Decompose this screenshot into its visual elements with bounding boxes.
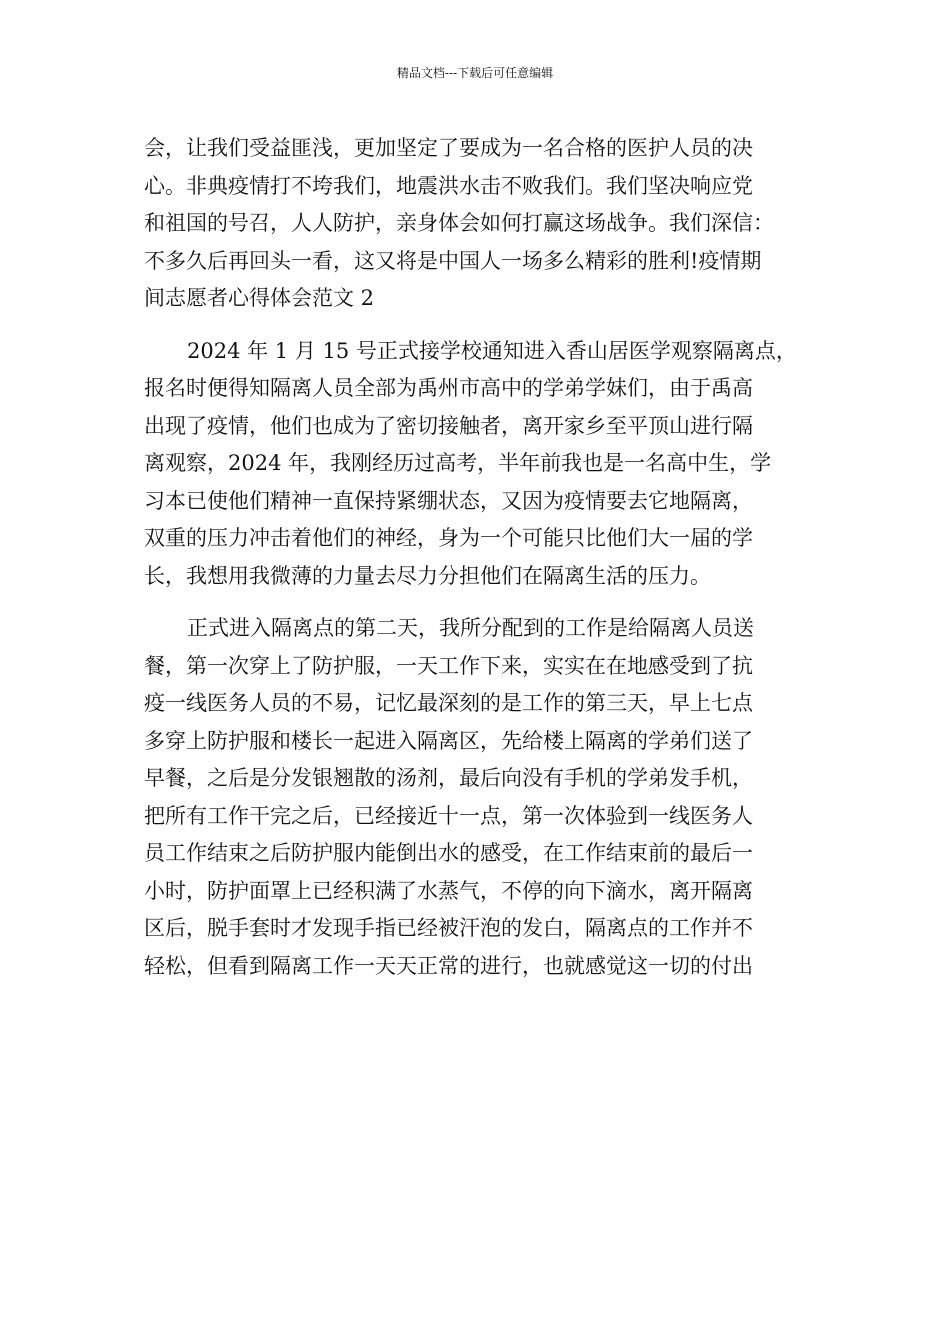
text-line: 离观察，2024 年，我刚经历过高考，半年前我也是一名高中生，学 [144, 451, 772, 475]
paragraph-gap [144, 318, 834, 333]
paragraph-1 [144, 130, 834, 318]
text-line: 出现了疫情，他们也成为了密切接触者，离开家乡至平顶山进行隔 [144, 413, 753, 438]
text-line-indented: 正式进入隔离点的第二天，我所分配到的工作是给隔离人员送 [187, 616, 754, 640]
text-line: 把所有工作干完之后，已经接近十一点，第一次体验到一线医务人 [144, 803, 753, 828]
text-line: 疫一线医务人员的不易，记忆最深刻的是工作的第三天，早上七点 [144, 691, 753, 715]
text-line: 双重的压力冲击着他们的神经，身为一个可能只比他们大一届的学 [144, 526, 753, 550]
paragraph-gap [144, 595, 834, 610]
paragraph-2 [144, 333, 834, 596]
text-line: 习本已使他们精神一直保持紧绷状态，又因为疫情要去它地隔离， [144, 488, 753, 513]
text-line-indented: 2024 年 1 月 15 号正式接学校通知进入香山居医学观察隔离点， [187, 338, 797, 363]
text-line: 会，让我们受益匪浅，更加坚定了要成为一名合格的医护人员的决 [144, 136, 753, 160]
text-line: 员工作结束之后防护服内能倒出水的感受，在工作结束前的最后一 [144, 841, 753, 865]
text-line: 报名时便得知隔离人员全部为禹州市高中的学弟学妹们，由于禹高 [144, 376, 753, 400]
text-line: 区后，脱手套时才发现手指已经被汗泡的发白，隔离点的工作并不 [144, 916, 753, 940]
text-line: 心。非典疫情打不垮我们，地震洪水击不败我们。我们坚决响应党 [144, 173, 753, 198]
document-body [144, 130, 834, 985]
text-line: 早餐，之后是分发银翘散的汤剂，最后向没有手机的学弟发手机， [144, 766, 753, 790]
paragraph-3 [144, 610, 834, 985]
text-line: 餐，第一次穿上了防护服，一天工作下来，实实在在地感受到了抗 [144, 653, 753, 678]
text-line: 不多久后再回头一看，这又将是中国人一场多么精彩的胜利!疫情期 [144, 248, 762, 273]
text-line: 多穿上防护服和楼长一起进入隔离区，先给楼上隔离的学弟们送了 [144, 728, 753, 753]
page-header: 精品文档---下载后可任意编辑 [396, 66, 554, 80]
text-line: 和祖国的号召，人人防护，亲身体会如何打赢这场战争。我们深信： [144, 211, 774, 235]
text-line: 长，我想用我微薄的力量去尽力分担他们在隔离生活的压力。 [144, 563, 711, 588]
text-line: 间志愿者心得体会范文 2 [144, 286, 375, 310]
text-line: 小时，防护面罩上已经积满了水蒸气，不停的向下滴水，离开隔离 [144, 878, 753, 903]
text-line: 轻松，但看到隔离工作一天天正常的进行，也就感觉这一切的付出 [144, 953, 753, 978]
